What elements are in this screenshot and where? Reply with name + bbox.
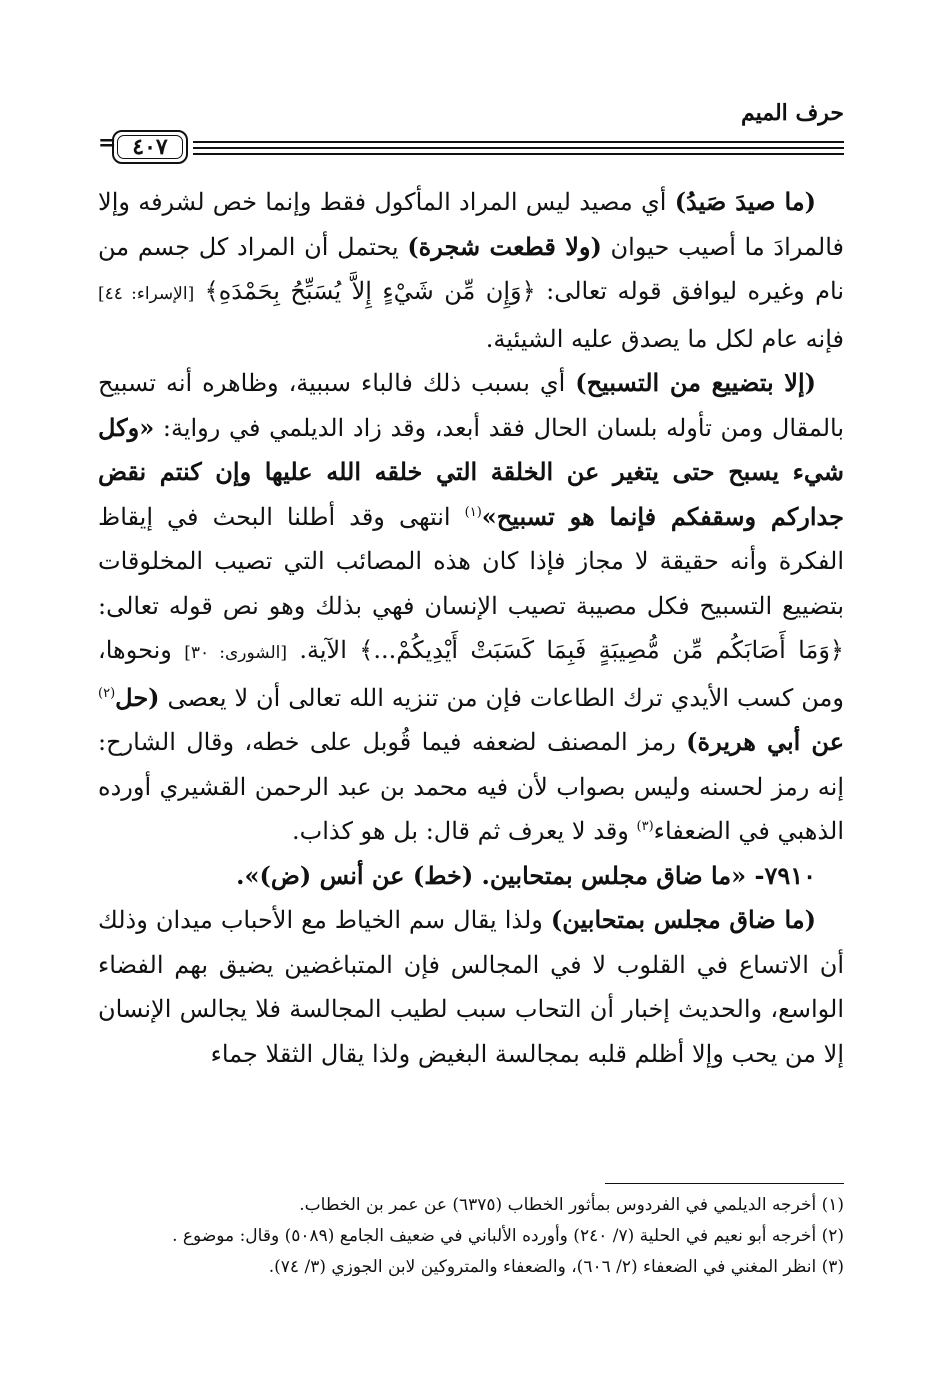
hadith-number: ٧٩١٠ bbox=[764, 860, 816, 890]
text-run: انتهى وقد أطلنا البحث في إيقاظ الفكرة وأنه حقيقة لا مجاز فإذا كان هذه المصائب التي تصيب المخلوقات بتضييع التسبيح فكل مصيبة تصيب الإنسان فهي بذلك وهو نص قوله تعالى: ﴿وَمَا أَصَابَكُم مِّن مُّصِيبَةٍ فَبِمَا كَسَبَتْ أَيْدِيكُمْ...﴾ الآية. bbox=[98, 502, 844, 664]
source-narrator: عن أبي هريرة) bbox=[686, 727, 845, 756]
text-run: وقد لا يعرف ثم قال: بل هو كذاب. bbox=[291, 817, 637, 845]
footnote-marker: (٣) bbox=[636, 819, 654, 834]
text-run: ونحوها، ومن كسب الأيدي ترك الطاعات فإن من تنزيه الله تعالى أن لا يعصى bbox=[98, 636, 844, 712]
lemma: (إلا بتضييع من التسبيح) bbox=[575, 368, 816, 397]
quran-reference: [الشورى: ٣٠] bbox=[184, 643, 288, 663]
commentary-body bbox=[98, 180, 844, 1076]
text-run: ولذا يقال سم الخياط مع الأحباب ميدان وذلك أن الاتساع في القلوب لا في المجالس فإن المتباغضين يضيق بهم الفضاء الواسع، والحديث إخبار أن التحاب سبب لطيب المجالسة فلا يجالس الإنسان إلا من يحب وإلا أظلم قلبه بمجالسة البغيض ولذا يقال الثقلا جماء bbox=[98, 906, 844, 1068]
text-run: أي مصيد ليس المراد المأكول فقط وإنما خص لشرفه وإلا فالمرادَ ما أصيب حيوان bbox=[98, 188, 844, 261]
header-rule bbox=[193, 141, 844, 143]
paragraph bbox=[98, 180, 844, 361]
footnotes bbox=[98, 1190, 844, 1283]
lemma: (ولا قطعت شجرة) bbox=[407, 231, 602, 261]
header-rule bbox=[193, 153, 844, 155]
page-header bbox=[98, 100, 844, 170]
hadith-entry bbox=[98, 854, 844, 899]
footnote: (١) أخرجه الديلمي في الفردوس بمأثور الخطاب (٦٣٧٥) عن عمر بن الخطاب. bbox=[299, 1195, 844, 1215]
lemma: (ما ضاق مجلس بمتحابين) bbox=[550, 905, 816, 934]
running-title: حرف الميم bbox=[740, 100, 844, 126]
paragraph bbox=[98, 898, 844, 1076]
text-run: رمز المصنف لضعفه فيما قُوبل على خطه، وقال الشارح: إنه رمز لحسنه وليس بصواب لأن فيه محمد بن عبد الرحمن القشيري أورده الذهبي في الضعفاء bbox=[98, 728, 844, 845]
header-ornament: = bbox=[98, 130, 117, 156]
footnote: (٣) انظر المغني في الضعفاء (٢/ ٦٠٦)، والضعفاء والمتروكين لابن الجوزي (٣/ ٧٤). bbox=[268, 1257, 844, 1277]
page-number: ٤٠٧ bbox=[132, 134, 168, 160]
page-number-frame bbox=[112, 130, 188, 164]
footnote-marker: (١) bbox=[464, 504, 482, 520]
narration-quote: «وكل شيء يسبح حتى يتغير عن الخلقة التي خلقه الله عليها وإن كنتم نقض جداركم وسقفكم فإنما هو تسبيح» bbox=[98, 412, 844, 531]
lemma: (ما صيدَ صَيدُ) bbox=[674, 187, 816, 216]
text-run: أي بسبب ذلك فالباء سببية، وظاهره أنه تسبيح بالمقال ومن تأوله بلسان الحال فقد أبعد، وقد زاد الديلمي في رواية: bbox=[98, 369, 844, 442]
text-run: يحتمل أن المراد كل جسم من نام وغيره ليوافق قوله تعالى: ﴿وَإِن مِّن شَيْءٍ إِلاَّ يُسَبِّحُ بِحَمْدَهِ﴾ bbox=[98, 232, 845, 305]
header-rule bbox=[193, 147, 844, 149]
footnote-marker: (٢) bbox=[98, 685, 116, 701]
quran-reference: [الإسراء: ٤٤] bbox=[98, 284, 195, 304]
source-code: (حل bbox=[115, 682, 160, 712]
footnote: (٢) أخرجه أبو نعيم في الحلية (٧/ ٢٤٠) وأورده الألباني في ضعيف الجامع (٥٠٨٩) وقال: موضوع . bbox=[172, 1226, 844, 1246]
footnote-separator bbox=[605, 1183, 844, 1184]
hadith-text: - «ما ضاق مجلس بمتحابين. (خط) عن أنس (ض)». bbox=[236, 860, 765, 890]
paragraph bbox=[98, 361, 844, 854]
text-run: فإنه عام لكل ما يصدق عليه الشيئية. bbox=[485, 324, 844, 353]
